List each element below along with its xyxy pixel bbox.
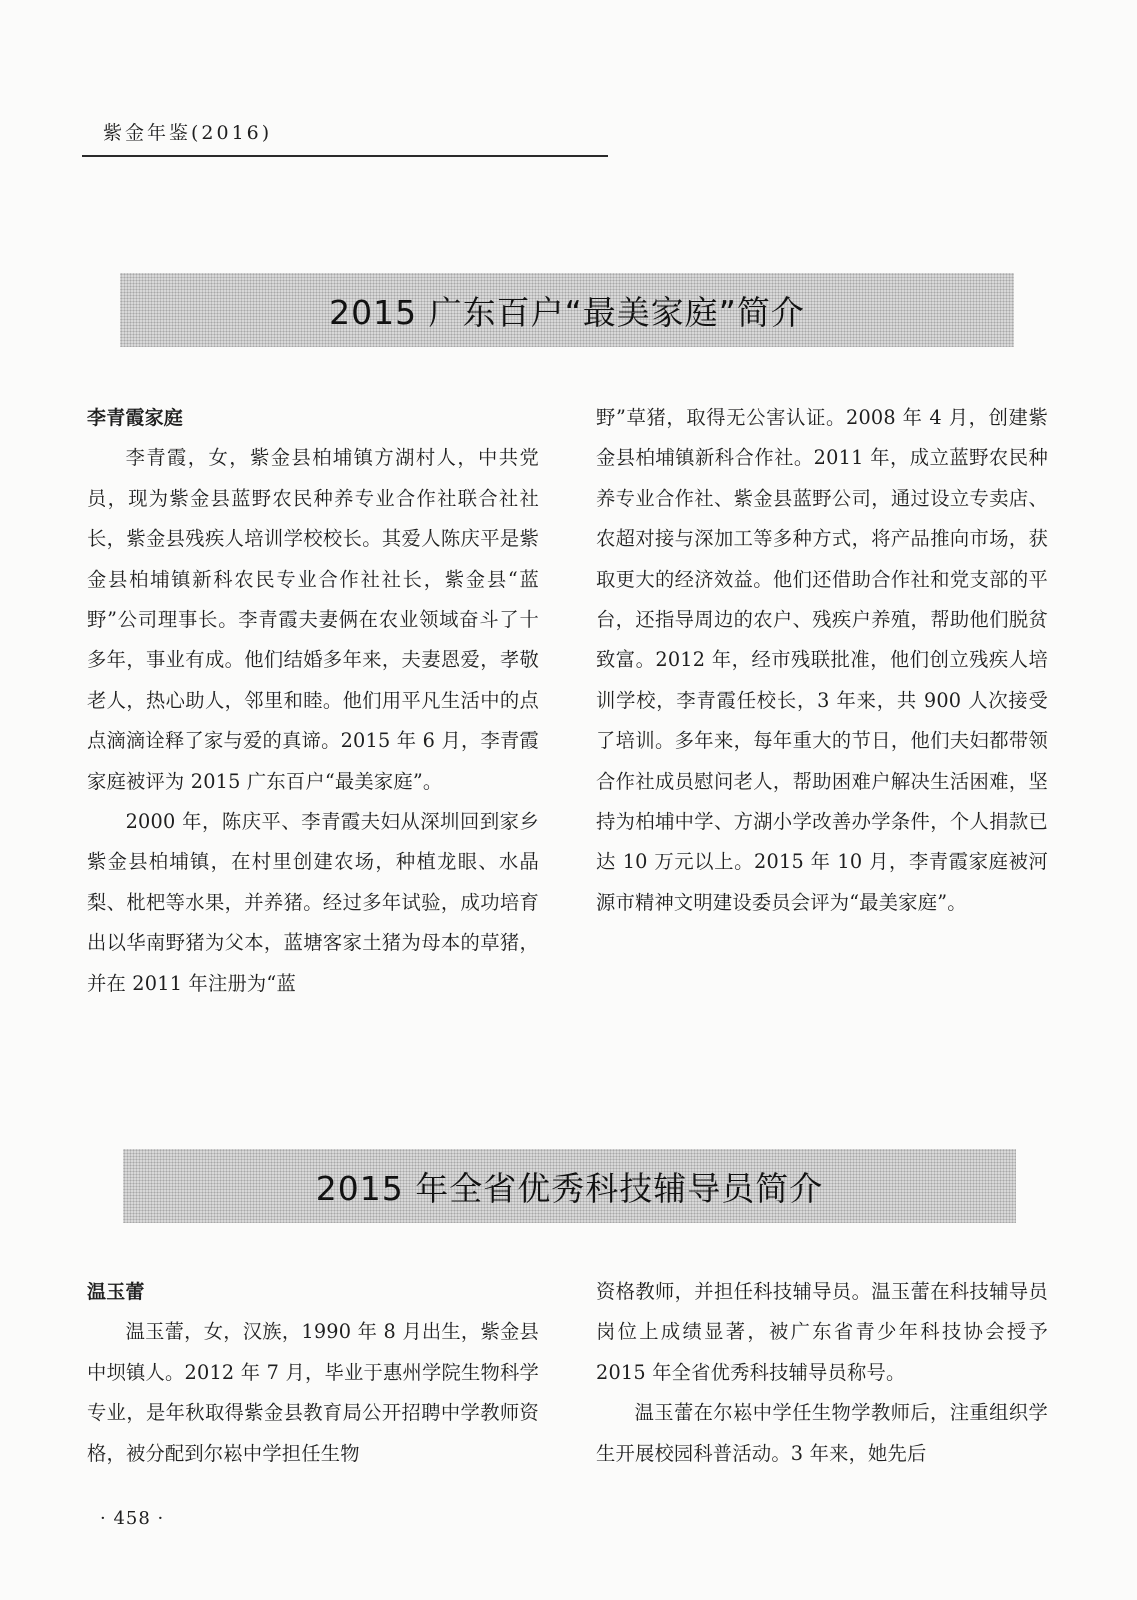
banner-title: 2015 年全省优秀科技辅导员简介: [315, 1168, 824, 1208]
section-banner-family: [120, 273, 1014, 347]
section1-right-column: [596, 398, 1048, 923]
section-heading: 温玉蕾: [87, 1281, 145, 1303]
section1-left-column: [87, 398, 539, 1004]
paragraph: 温玉蕾在尔崧中学任生物学教师后，注重组织学生开展校园科普活动。3 年来，她先后: [596, 1401, 1048, 1465]
section-heading: 李青霞家庭: [87, 407, 184, 429]
running-header-title: 紫金年鉴(2016): [103, 122, 273, 144]
paragraph: 2000 年，陈庆平、李青霞夫妇从深圳回到家乡紫金县柏埔镇，在村里创建农场，种植龙眼、水晶梨、枇杷等水果，并养猪。经过多年试验，成功培育出以华南野猪为父本，蓝塘客家土猪为母本的草猪，并在 2011 年注册为“蓝: [87, 810, 539, 995]
section2-right-column: [596, 1272, 1048, 1474]
paragraph: 温玉蕾，女，汉族，1990 年 8 月出生，紫金县中坝镇人。2012 年 7 月，毕业于惠州学院生物科学专业，是年秋取得紫金县教育局公开招聘中学教师资格，被分配到尔崧中学担任生物: [87, 1320, 539, 1465]
paragraph-continued: 野”草猪，取得无公害认证。2008 年 4 月，创建紫金县柏埔镇新科合作社。2011 年，成立蓝野农民种养专业合作社、紫金县蓝野公司，通过设立专卖店、农超对接与深加工等多种方式，将产品推向市场，获取更大的经济效益。他们还借助合作社和党支部的平台，还指导周边的农户、残疾户养殖，帮助他们脱贫致富。2012 年，经市残联批准，他们创立残疾人培训学校，李青霞任校长，3 年来，共 900 人次接受了培训。多年来，每年重大的节日，他们夫妇都带领合作社成员慰问老人，帮助困难户解决生活困难，坚持为柏埔中学、方湖小学改善办学条件，个人捐款已达 10 万元以上。2015 年 10 月，李青霞家庭被河源市精神文明建设委员会评为“最美家庭”。: [596, 406, 1048, 914]
section-banner-tech-counselor: [123, 1149, 1016, 1223]
header-rule: [82, 155, 608, 157]
paragraph: 李青霞，女，紫金县柏埔镇方湖村人，中共党员，现为紫金县蓝野农民种养专业合作社联合社社长，紫金县残疾人培训学校校长。其爱人陈庆平是紫金县柏埔镇新科农民专业合作社社长，紫金县“蓝野”公司理事长。李青霞夫妻俩在农业领域奋斗了十多年，事业有成。他们结婚多年来，夫妻恩爱，孝敬老人，热心助人，邻里和睦。他们用平凡生活中的点点滴滴诠释了家与爱的真谛。2015 年 6 月，李青霞家庭被评为 2015 广东百户“最美家庭”。: [87, 446, 539, 793]
page-number: · 458 ·: [100, 1508, 165, 1529]
section2-left-column: [87, 1272, 539, 1474]
paragraph-continued: 资格教师，并担任科技辅导员。温玉蕾在科技辅导员岗位上成绩显著，被广东省青少年科技协会授予 2015 年全省优秀科技辅导员称号。: [596, 1280, 1048, 1384]
banner-title: 2015 广东百户“最美家庭”简介: [329, 292, 805, 332]
